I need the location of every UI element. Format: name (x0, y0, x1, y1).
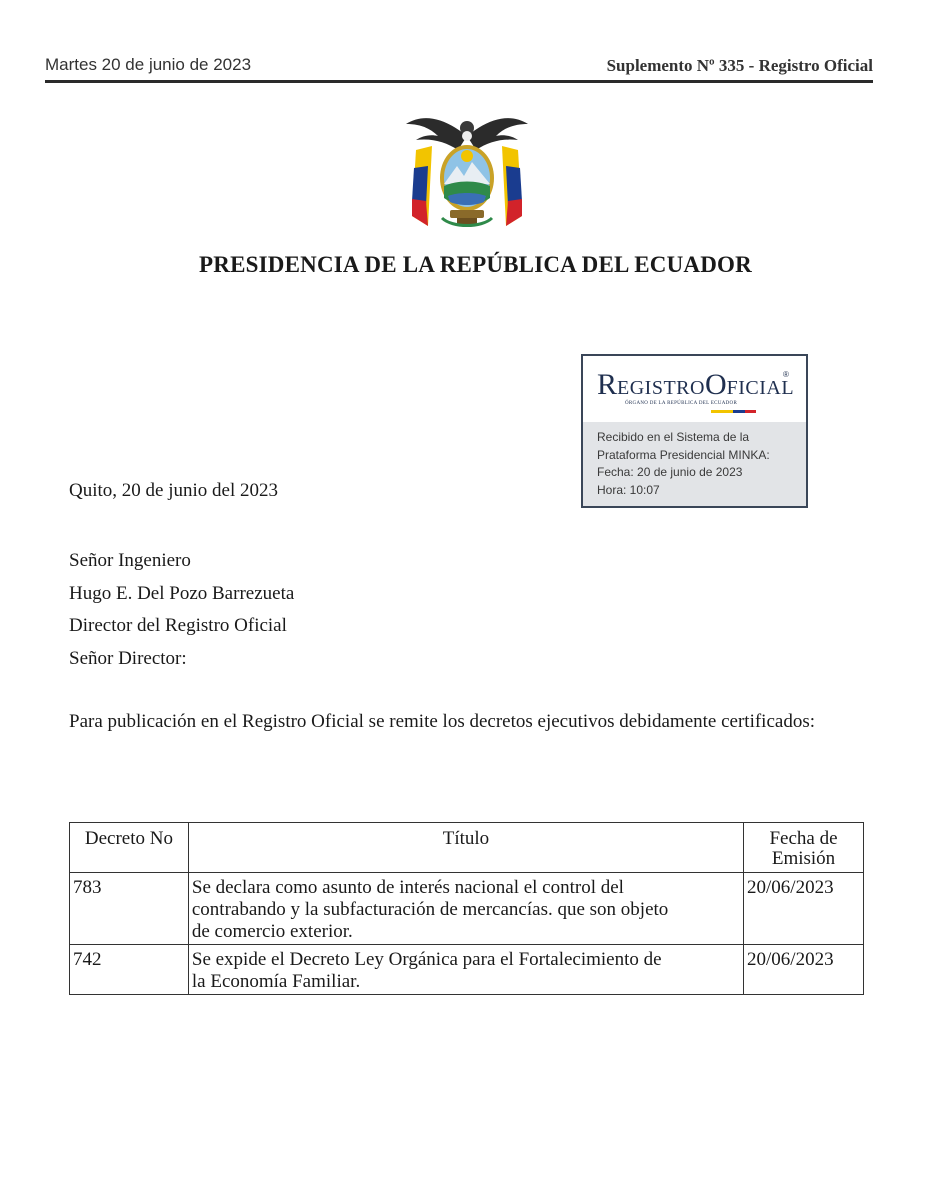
header-divider (45, 80, 873, 83)
decrees-table (69, 822, 864, 995)
header-title: Título (188, 823, 743, 873)
page-header (45, 55, 873, 81)
registro-oficial-stamp (581, 354, 808, 508)
coat-of-arms-icon (402, 106, 532, 238)
registro-oficial-logo-lettering: REGISTROOFICIAL (597, 368, 795, 401)
cell-decree-no: 783 (70, 873, 189, 945)
cell-decree-no: 742 (70, 945, 189, 995)
flag-color-bar (711, 410, 756, 413)
table-header-row (70, 823, 864, 873)
stamp-line-2: Prataforma Presidencial MINKA: (597, 447, 770, 462)
stamp-line-1: Recibido en el Sistema de la (597, 430, 750, 444)
cell-title: Se declara como asunto de interés nacional el control del contrabando y la subfacturación de mercancías. que son objeto de comercio exterior. (188, 873, 743, 945)
cell-title: Se expide el Decreto Ley Orgánica para el Fortalecimiento de la Economía Familiar. (188, 945, 743, 995)
table-row (70, 945, 864, 995)
cell-issue-date: 20/06/2023 (744, 873, 864, 945)
header-date: Martes 20 de junio de 2023 (45, 55, 252, 74)
header-decree-no: Decreto No (70, 823, 189, 873)
header-publication: Suplemento Nº 335 - Registro Oficial (606, 56, 873, 75)
table-row (70, 873, 864, 945)
registro-oficial-logo: REGISTROOFICIAL ® ÓRGANO DE LA REPÚBLICA DEL ECUADOR (583, 356, 806, 422)
addressee-block (69, 545, 294, 675)
place-date: Quito, 20 de junio del 2023 (69, 480, 278, 501)
addressee-line-3: Director del Registro Oficial (69, 615, 287, 636)
header-issue-date: Fecha de Emisión (744, 823, 864, 873)
addressee-line-4: Señor Director: (69, 647, 187, 669)
stamp-line-4: Hora: 10:07 (597, 482, 660, 497)
addressee-line-1: Señor Ingeniero (69, 550, 191, 571)
page-title: PRESIDENCIA DE LA REPÚBLICA DEL ECUADOR (199, 252, 752, 277)
stamp-receipt-text (583, 422, 806, 506)
addressee-line-2: Hugo E. Del Pozo Barrezueta (69, 582, 295, 604)
cell-issue-date: 20/06/2023 (744, 945, 864, 995)
stamp-line-3: Fecha: 20 de junio de 2023 (597, 465, 743, 479)
body-paragraph: Para publicación en el Registro Oficial se remite los decretos ejecutivos debidamente certificados: (69, 711, 816, 732)
